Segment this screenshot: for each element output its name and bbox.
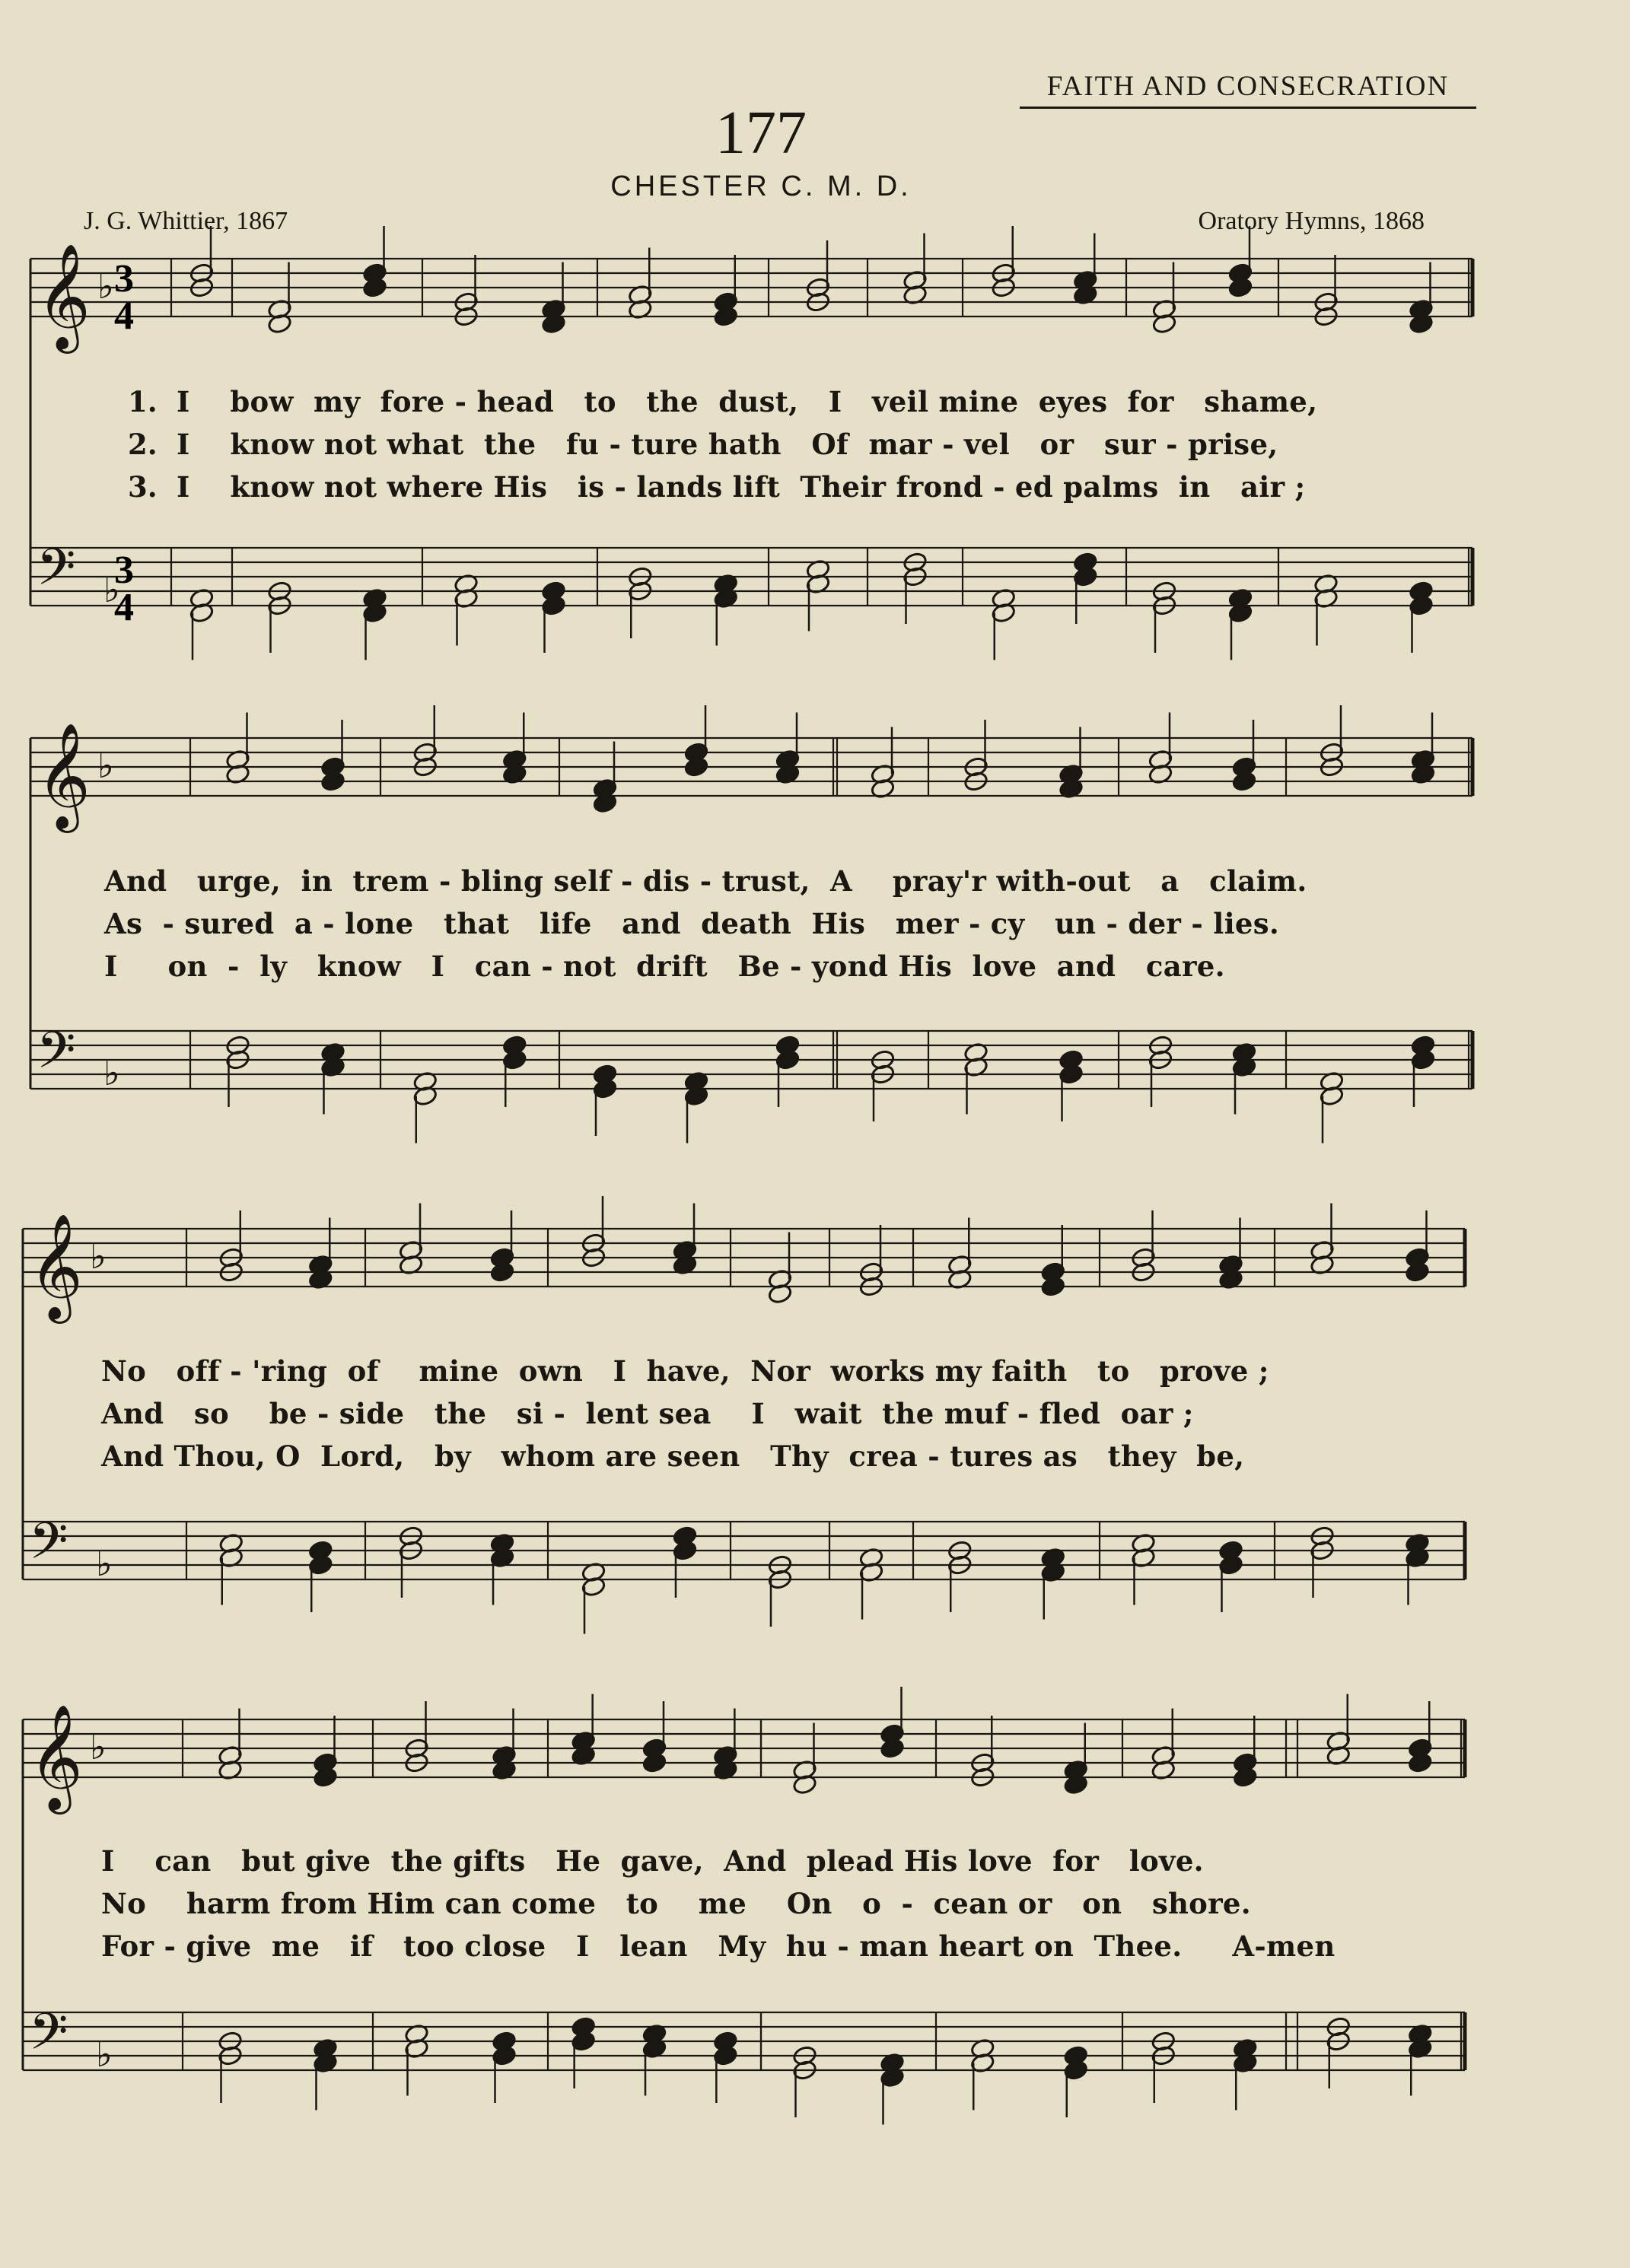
- treble-clef: 𝄞: [29, 1704, 83, 1810]
- key-signature-flat: ♭: [90, 1236, 107, 1277]
- time-signature-bass: [114, 549, 134, 629]
- key-signature-flat: ♭: [96, 1543, 113, 1584]
- bass-clef: 𝄢: [29, 1512, 68, 1583]
- notes-layer: [189, 226, 1435, 2125]
- lyric-line: I can but give the gifts He gave, And plead His love for love.: [101, 1844, 1204, 1878]
- bass-clef: 𝄢: [29, 2002, 68, 2073]
- staff-lines-layer: [23, 243, 1472, 2075]
- verse-number-1: 1.: [128, 385, 158, 418]
- bass-clef: 𝄢: [37, 1021, 76, 1092]
- lyric-line: I know not where His is - lands lift Their frond - ed palms in air ;: [177, 470, 1306, 504]
- author-credit: J. G. Whittier, 1867: [84, 207, 288, 235]
- time-signature-bottom: 4: [114, 586, 134, 629]
- lyric-line: And Thou, O Lord, by whom are seen Thy crea - tures as they be,: [101, 1439, 1245, 1473]
- lyric-line: And so be - side the si - lent sea I wait the muf - fled oar ;: [101, 1397, 1194, 1430]
- lyric-line: No harm from Him can come to me On o - cean or on shore.: [101, 1887, 1251, 1920]
- verse-number-2: 2.: [128, 428, 158, 461]
- key-signature-flat: ♭: [96, 2034, 113, 2075]
- key-signature-flat: ♭: [90, 1726, 107, 1767]
- treble-clef: 𝄞: [37, 723, 91, 829]
- tune-name: CHESTER C. M. D.: [610, 170, 912, 202]
- hymn-number: 177: [715, 100, 807, 167]
- lyric-line: I on - ly know I can - not drift Be - yond His love and care.: [104, 950, 1225, 983]
- lyric-line: And urge, in trem - bling self - dis - trust, A pray'r with-out a claim.: [104, 864, 1307, 898]
- lyric-line: For - give me if too close I lean My hu - man heart on Thee. A-men: [101, 1929, 1336, 1963]
- time-signature-top: 3: [114, 257, 134, 301]
- key-signature-flat: ♭: [97, 745, 114, 786]
- lyric-line: I know not what the fu - ture hath Of mar - vel or sur - prise,: [177, 428, 1278, 461]
- section-title: FAITH AND CONSECRATION: [1046, 71, 1450, 102]
- time-signature-top: 3: [114, 549, 134, 592]
- bass-clef: 𝄢: [37, 538, 76, 609]
- treble-clef: 𝄞: [29, 1214, 83, 1319]
- key-signature-flat: ♭: [103, 569, 120, 610]
- key-signature-flat: ♭: [103, 1052, 120, 1093]
- lyric-line: As - sured a - lone that life and death His mer - cy un - der - lies.: [104, 907, 1280, 940]
- verse-number-3: 3.: [128, 470, 158, 504]
- time-signature-treble: [114, 257, 134, 338]
- time-signature-bottom: 4: [114, 294, 134, 338]
- lyric-line: No off - 'ring of mine own I have, Nor works my faith to prove ;: [101, 1354, 1269, 1388]
- key-signature-flat: ♭: [97, 266, 114, 307]
- tune-source-credit: Oratory Hymns, 1868: [1198, 207, 1425, 235]
- treble-clef: 𝄞: [37, 243, 91, 349]
- lyric-line: I bow my fore - head to the dust, I veil mine eyes for shame,: [177, 385, 1318, 418]
